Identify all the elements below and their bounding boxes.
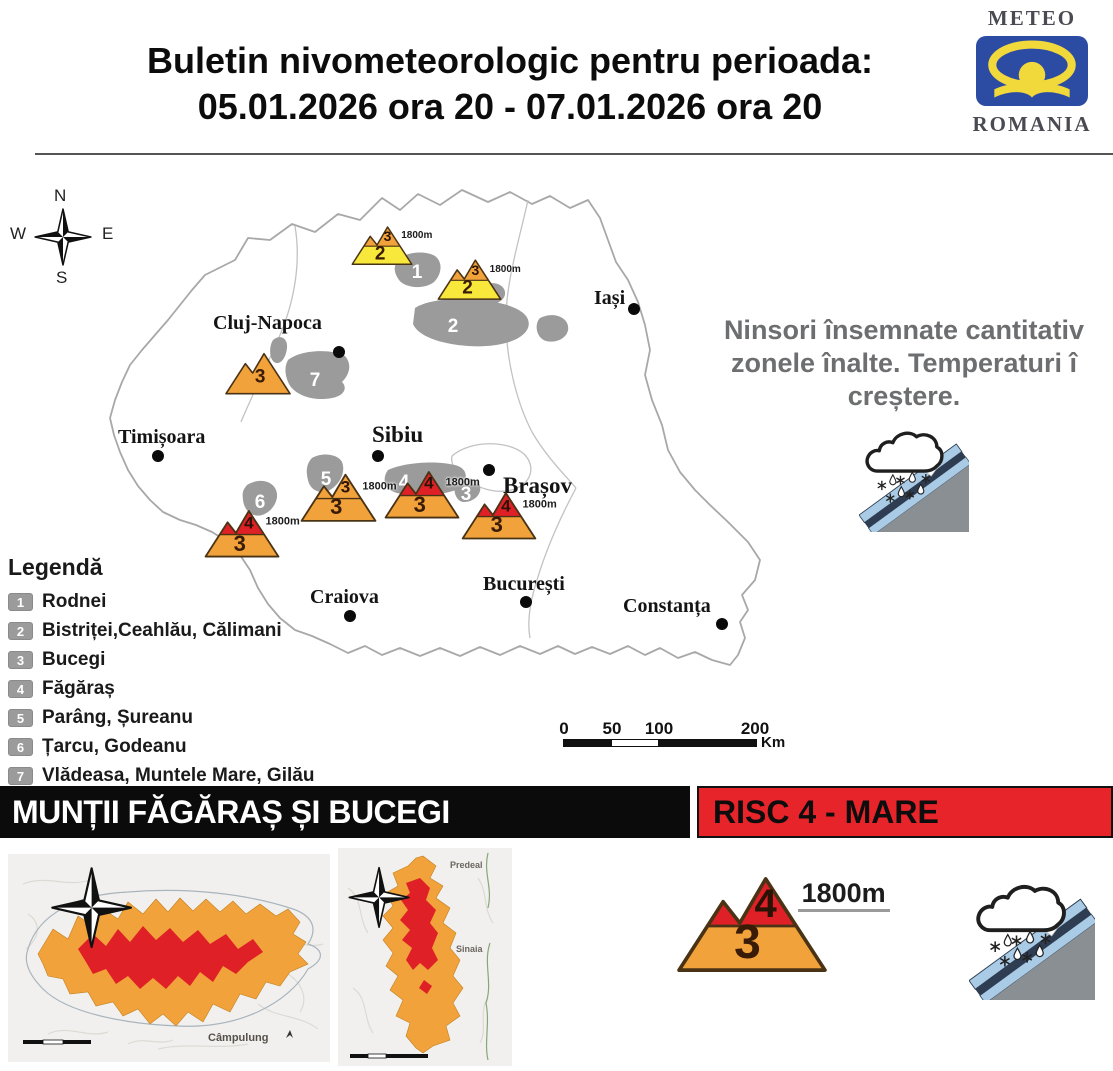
- legend: [8, 554, 338, 794]
- city-dot-cluj: [333, 346, 345, 358]
- scale-tick-100: 100: [644, 719, 674, 738]
- legend-chip: 5: [8, 709, 33, 727]
- title-line2: 05.01.2026 ora 20 - 07.01.2026 ora 20: [197, 86, 823, 128]
- place-label-sinaia: Sinaia: [456, 944, 483, 954]
- scale-unit: Km: [761, 734, 786, 751]
- city-label-iasi: Iași: [594, 287, 626, 309]
- legend-chip: 4: [8, 680, 33, 698]
- altitude-label: 1800m: [522, 498, 557, 511]
- svg-text:7: 7: [309, 370, 321, 391]
- compass-n: N: [54, 186, 67, 205]
- legend-item-1: 1 Rodnei: [8, 591, 338, 613]
- city-label-brasov: Brașov: [503, 473, 572, 498]
- compass-w: W: [10, 224, 27, 243]
- avalanche-warning-parang: 3 3 1800m: [300, 471, 377, 523]
- svg-text:5: 5: [320, 469, 332, 490]
- city-label-sibiu: Sibiu: [372, 422, 424, 447]
- city-label-constanta: Constanța: [623, 595, 711, 617]
- legend-item-5: 5 Parâng, Șureanu: [8, 707, 338, 729]
- city-label-bucuresti: București: [483, 573, 565, 595]
- avalanche-warning-rodnei: 3 2 1800m: [351, 222, 413, 268]
- city-dot-sibiu: [372, 450, 384, 462]
- city-label-cluj: Cluj-Napoca: [213, 312, 322, 334]
- altitude-label: 1800m: [265, 515, 300, 528]
- logo-emblem-icon: [976, 36, 1088, 106]
- logo-text-bottom: ROMANIA: [972, 112, 1092, 136]
- svg-text:1: 1: [411, 262, 423, 283]
- fagaras-risk-zones: [8, 854, 330, 1062]
- city-label-craiova: Craiova: [310, 586, 379, 608]
- scale-tick-200: 200: [740, 719, 770, 738]
- svg-text:4: 4: [398, 472, 410, 493]
- altitude-label: 1800m: [445, 476, 480, 489]
- bucegi-risk-zones: [338, 848, 512, 1066]
- city-dot-bucuresti: [520, 596, 532, 608]
- legend-chip: 6: [8, 738, 33, 756]
- avalanche-warning-bistritei: 3 2 1800m: [437, 256, 502, 302]
- altitude-label: 1800m: [798, 880, 890, 912]
- detail-map-fagaras: [8, 854, 330, 1062]
- scale-tick-50: 50: [602, 719, 622, 738]
- city-dot-brasov: [483, 464, 495, 476]
- legend-item-2: 2 Bistriței,Ceahlău, Călimani: [8, 620, 338, 642]
- city-label-timisoara: Timișoara: [118, 426, 206, 448]
- legend-chip: 2: [8, 622, 33, 640]
- city-dot-timisoara: [152, 450, 164, 462]
- legend-item-3: 3 Bucegi: [8, 649, 338, 671]
- weather-note: Ninsori însemnate cantitativ zonele înalte. Temperaturi î creștere.: [723, 315, 1085, 411]
- svg-text:6: 6: [254, 492, 266, 513]
- place-label-predeal: Predeal: [450, 860, 483, 870]
- place-label-campulung: Câmpulung: [208, 1032, 269, 1044]
- legend-item-4: 4 Făgăraș: [8, 678, 338, 700]
- meteo-romania-logo: [952, 6, 1112, 137]
- title-line1: Buletin nivometeorologic pentru perioada:: [146, 40, 874, 81]
- legend-chip: 3: [8, 651, 33, 669]
- scale-bar: [563, 739, 757, 747]
- avalanche-warning-vladeasa: 3: [222, 351, 294, 395]
- avalanche-warning-tarcu: 4 3 1800m: [204, 506, 280, 560]
- legend-item-6: 6 Țarcu, Godeanu: [8, 736, 338, 758]
- logo-text-top: METEO: [987, 6, 1077, 30]
- snowfall-on-slope-icon: [962, 874, 1102, 1000]
- compass-rose: [10, 186, 120, 298]
- logo-omega-icon: [976, 36, 1088, 106]
- detail-map-bucegi: [338, 848, 512, 1066]
- avalanche-warning-bucegi: 4 3 1800m: [461, 490, 537, 540]
- avalanche-warning-fagaras: 4 3 1800m: [384, 466, 460, 522]
- city-dot-constanta: [716, 618, 728, 630]
- header-divider: [35, 153, 1113, 155]
- legend-item-7: 7 Vlădeasa, Muntele Mare, Gilău: [8, 765, 338, 787]
- page-title: [55, 38, 965, 130]
- legend-title: Legendă: [8, 554, 103, 580]
- scale-tick-0: 0: [559, 719, 569, 738]
- svg-text:2: 2: [447, 316, 459, 337]
- altitude-label: 1800m: [401, 229, 433, 241]
- legend-chip: 1: [8, 593, 33, 611]
- risk-pictogram-large: 4 3 1800m: [676, 872, 828, 974]
- snowfall-on-slope-icon: [853, 422, 975, 532]
- banner-risk-level: RISC 4 - MARE: [697, 786, 1113, 838]
- svg-text:3: 3: [460, 484, 472, 505]
- city-dot-iasi: [628, 303, 640, 315]
- compass-s: S: [56, 268, 68, 287]
- banner-region: MUNȚII FĂGĂRAȘ ȘI BUCEGI: [0, 786, 690, 838]
- altitude-label: 1800m: [489, 263, 521, 275]
- compass-star-icon: [32, 206, 94, 268]
- compass-e: E: [102, 224, 114, 243]
- altitude-label: 1800m: [362, 480, 397, 493]
- city-dot-craiova: [344, 610, 356, 622]
- legend-chip: 7: [8, 767, 33, 785]
